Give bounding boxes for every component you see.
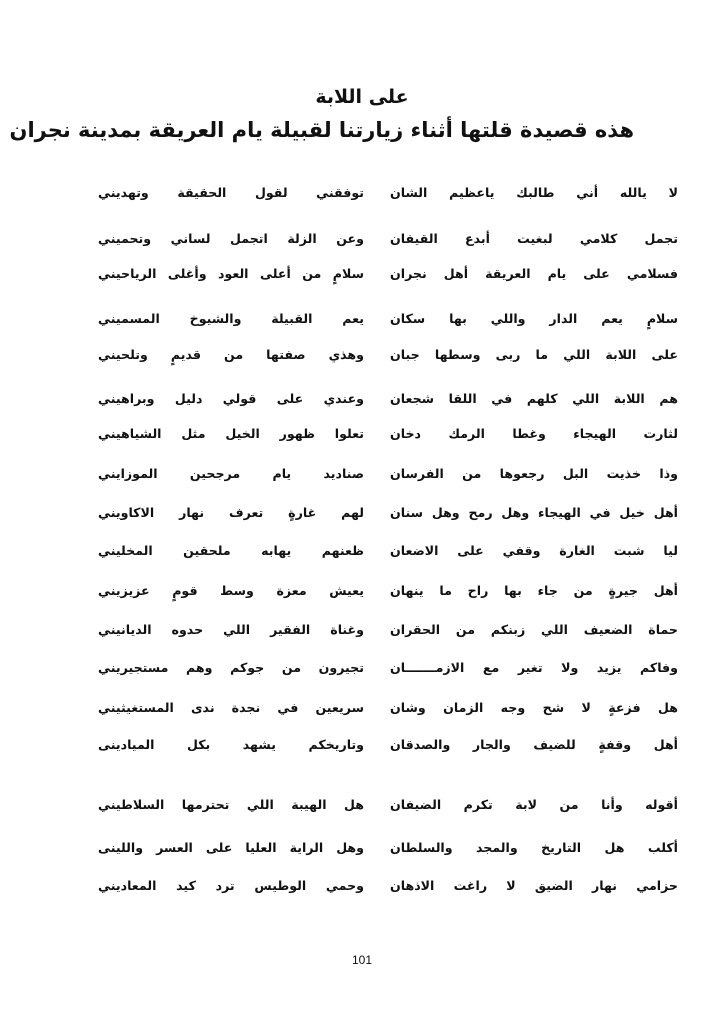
subtitle: هذه قصيدة قلتها أثناء زيارتنا لقبيلة يام العريقة بمدينة نجران — [9, 118, 634, 142]
verse-second-hemistich: وهل الراية العليا على العسر واللينى — [98, 840, 364, 855]
verse-first-hemistich: لا يالله أني طالبك ياعظيم الشان — [390, 185, 678, 200]
verse-second-hemistich: صناديد يام مرجحين الموزايني — [98, 466, 364, 481]
verse-first-hemistich: ليا شبت الغارة وقفي على الاضعان — [390, 543, 678, 558]
verse-line — [98, 266, 678, 290]
verse-line — [98, 878, 678, 902]
verse-first-hemistich: تجمل كلامي لبغيت أبدع القيفان — [390, 231, 678, 246]
verse-line — [98, 231, 678, 255]
verse-first-hemistich: أكلب هل التاريخ والمجد والسلطان — [390, 840, 678, 855]
verse-second-hemistich: وهذي صفتها من قديمٍ وتلحيني — [98, 347, 364, 362]
verse-first-hemistich: لثارت الهيجاء وغطا الرمك دخان — [390, 426, 678, 441]
verse-first-hemistich: أهل جيرةٍ من جاء بها راح ما ينهان — [390, 583, 678, 598]
page-title: على اللابة — [315, 86, 409, 108]
verse-line — [98, 583, 678, 607]
verse-first-hemistich: أهل وقفةٍ للضيف والجار والصدقان — [390, 737, 678, 752]
verse-line — [98, 840, 678, 864]
verse-second-hemistich: ظعنهم يهابه ملحقين المخليني — [98, 543, 364, 558]
verse-second-hemistich: وعن الزلة اتجمل لساني وتحميني — [98, 231, 364, 246]
verse-first-hemistich: على اللابة اللي ما ربى وسطها جبان — [390, 347, 678, 362]
verse-second-hemistich: تجيرون من جوكم وهم مستجيريني — [98, 660, 364, 675]
verse-second-hemistich: يعم القبيلة والشيوخ المسميني — [98, 311, 364, 326]
verse-line — [98, 543, 678, 567]
verse-second-hemistich: تعلوا ظهور الخيل مثل الشياهيني — [98, 426, 364, 441]
verse-line — [98, 797, 678, 821]
verse-line — [98, 426, 678, 450]
verse-first-hemistich: هل فزعةٍ لا شح وجه الزمان وشان — [390, 700, 678, 715]
verse-line — [98, 505, 678, 529]
verse-second-hemistich: سلامٍ من أعلى العود وأغلى الرياحيني — [98, 266, 364, 281]
verse-line — [98, 700, 678, 724]
verse-second-hemistich: وحمي الوطيس ترد كيد المعاديني — [98, 878, 364, 893]
verse-second-hemistich: هل الهيبة اللي تحترمها السلاطيني — [98, 797, 364, 812]
verse-second-hemistich: يعيش معزة وسط قومٍ عزيزيني — [98, 583, 364, 598]
verse-second-hemistich: توفقني لقول الحقيقة وتهديني — [98, 185, 364, 200]
verse-line — [98, 622, 678, 646]
verse-first-hemistich: حزامي نهار الضيق لا راغت الاذهان — [390, 878, 678, 893]
verse-line — [98, 660, 678, 684]
verse-second-hemistich: وتاريخكم يشهد بكل الميادينى — [98, 737, 364, 752]
page-number: 101 — [351, 953, 373, 967]
verse-line — [98, 737, 678, 761]
verse-line — [98, 391, 678, 415]
verse-line — [98, 185, 678, 209]
verse-line — [98, 466, 678, 490]
verse-first-hemistich: سلامٍ يعم الدار واللي بها سكان — [390, 311, 678, 326]
verse-second-hemistich: لهم غارةٍ تعرف نهار الاكاويني — [98, 505, 364, 520]
verse-second-hemistich: وغناة الفقير اللي حدوه الديانيني — [98, 622, 364, 637]
verse-first-hemistich: أهل خيل في الهيجاء وهل رمح وهل سنان — [390, 505, 678, 520]
verse-second-hemistich: وعندي على قولي دليل وبراهيني — [98, 391, 364, 406]
verse-first-hemistich: أقوله وأنا من لابة تكرم الضيفان — [390, 797, 678, 812]
verse-first-hemistich: حماة الضعيف اللي زبنكم من الحقران — [390, 622, 678, 637]
verse-first-hemistich: هم اللابة اللي كلهم في اللقا شجعان — [390, 391, 678, 406]
verse-line — [98, 347, 678, 371]
verse-first-hemistich: وذا خذيت البل رجعوها من الفرسان — [390, 466, 678, 481]
verse-line — [98, 311, 678, 335]
verse-second-hemistich: سريعين في نجدة ندى المستغيثيني — [98, 700, 364, 715]
verse-first-hemistich: فسلامي على يام العريقة أهل نجران — [390, 266, 678, 281]
verse-first-hemistich: وفاكم يزيد ولا تغير مع الازمـــــــان — [390, 660, 678, 675]
